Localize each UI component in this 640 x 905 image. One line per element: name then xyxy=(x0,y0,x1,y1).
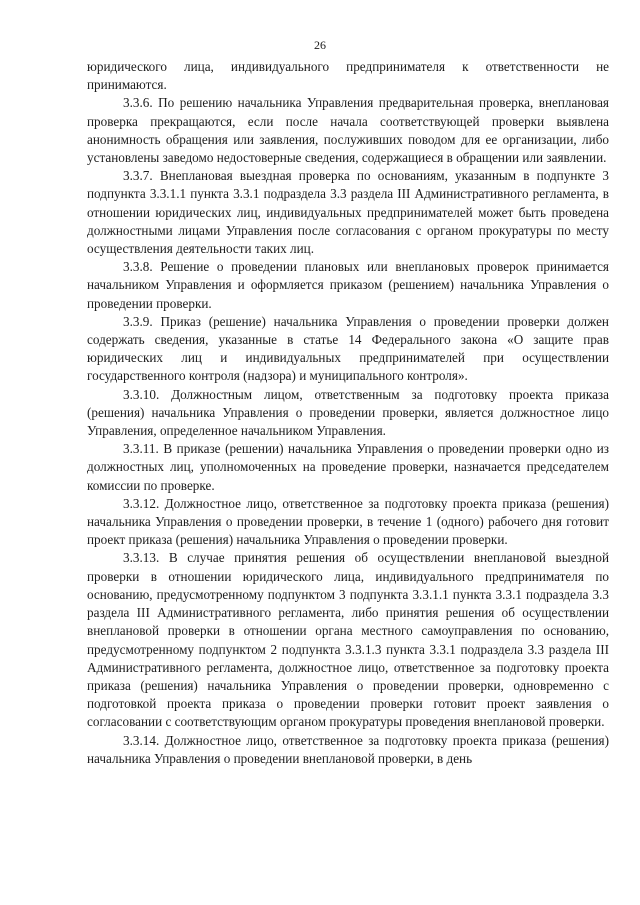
page-number: 26 xyxy=(314,38,326,52)
paragraph-continuation: юридического лица, индивидуального предпринимателя к ответственности не принимаются. xyxy=(87,59,609,93)
paragraph-3-3-13: 3.3.13. В случае принятия решения об осуществлении внеплановой выездной проверки в отношении юридического лица, индивидуального предпринимателя по основанию, предусмотренному подпунктом 3 подпункта 3.3.1.1 пункта 3.3.1 подраздела 3.3 раздела III Административного регламента, либо принятия решения об осуществлении внеплановой проверки в отношении органа местного самоуправления по основанию, предусмотренному подпунктом 2 подпункта 3.3.1.3 пункта 3.3.1 подраздела 3.3 раздела III Административного регламента, должностное лицо, ответственное за подготовку проекта приказа (решения) начальника Управления о проведении проверки, одновременно с подготовкой проекта приказа о проведении проверки готовит проект заявления о согласовании с соответствующим органом прокуратуры проведения внеплановой проверки. xyxy=(87,550,609,730)
paragraph-3-3-11: 3.3.11. В приказе (решении) начальника Управления о проведении проверки одно из должностных лиц, уполномоченных на проведение проверки, назначается председателем комиссии по проверке. xyxy=(87,441,609,493)
paragraph-3-3-7: 3.3.7. Внеплановая выездная проверка по основаниям, указанным в подпункте 3 подпункта 3.3.1.1 пункта 3.3.1 подраздела 3.3 раздела III Административного регламента, в отношении юридических лиц, индивидуальных предпринимателей может быть проведена должностными лицами Управления после согласования с органом прокуратуры по месту осуществления деятельности таких лиц. xyxy=(87,168,609,257)
paragraph-3-3-9: 3.3.9. Приказ (решение) начальника Управления о проведении проверки должен содержать сведения, указанные в статье 14 Федерального закона «О защите прав юридических лиц и индивидуальных предпринимателей при осуществлении государственного контроля (надзора) и муниципального контроля». xyxy=(87,313,609,384)
paragraph-3-3-10: 3.3.10. Должностным лицом, ответственным за подготовку проекта приказа (решения) начальника Управления о проведении проверки, является должностное лицо Управления, определенное начальником Управления. xyxy=(87,386,609,439)
paragraph-3-3-12: 3.3.12. Должностное лицо, ответственное за подготовку проекта приказа (решения) начальника Управления о проведении проверки, в течение 1 (одного) рабочего дня готовит проект приказа (решения) начальника Управления о проведении проверки. xyxy=(87,495,609,548)
paragraph-3-3-6: 3.3.6. По решению начальника Управления предварительная проверка, внеплановая проверка прекращаются, если после начала соответствующей проверки выявлена анонимность обращения или заявления, послуживших поводом для ее организации, либо установлены заведомо недостоверные сведения, содержащиеся в обращении или заявлении. xyxy=(87,95,609,166)
paragraph-3-3-14: 3.3.14. Должностное лицо, ответственное за подготовку проекта приказа (решения) начальника Управления о проведении внеплановой проверки, в день xyxy=(87,732,609,766)
document-body xyxy=(87,58,609,768)
paragraph-3-3-8: 3.3.8. Решение о проведении плановых или внеплановых проверок принимается начальником Управления и оформляется приказом (решением) начальника Управления о проведении проверки. xyxy=(87,259,609,311)
